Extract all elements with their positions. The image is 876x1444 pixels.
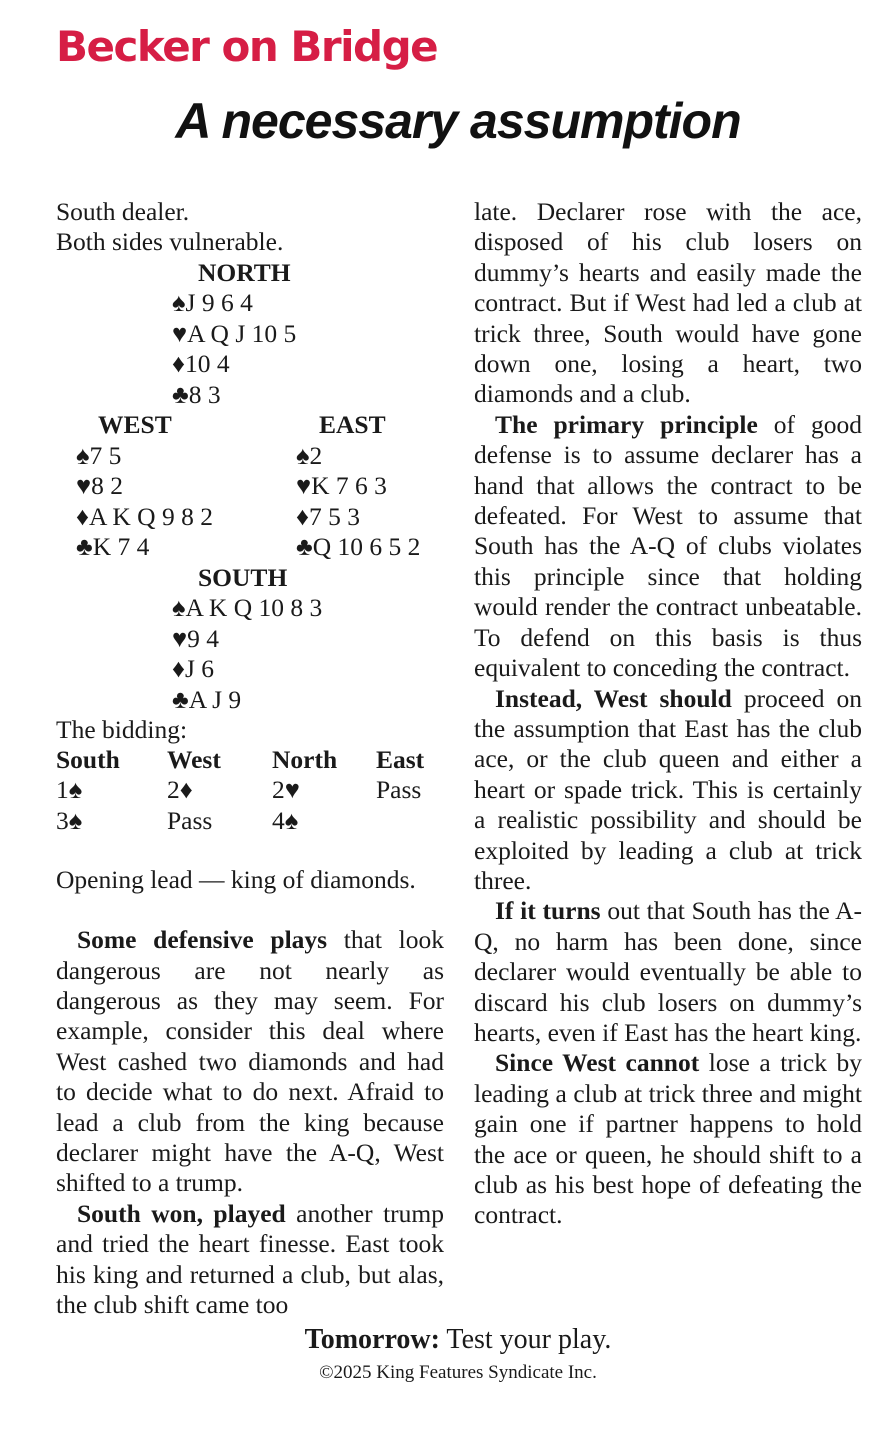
paragraph-text: lose a trick by leading a club at trick three and might gain one if partner happens to hold the ace or queen, he should shift to a club as his best hope of defeating the contract. [474, 1048, 863, 1230]
vulnerability-line: Both sides vulnerable. [56, 227, 284, 257]
west-hearts: ♥8 2 [76, 470, 124, 500]
bid-cell: 4♠ [272, 805, 299, 835]
tomorrow-line [0, 1324, 876, 1356]
paragraph-text: out that South has the A-Q, no harm has been done, since declarer would eventually be able to discard his club losers on dummy’s hearts, even if East has the heart king. [474, 896, 863, 1047]
west-spades: ♠7 5 [76, 440, 122, 470]
left-column [56, 197, 444, 1321]
article-paragraph-4 [474, 684, 862, 897]
opening-lead: Opening lead — king of diamonds. [56, 864, 416, 894]
bid-cell: 1♠ [56, 775, 83, 805]
bid-cell [376, 806, 446, 836]
article-paragraph-1 [56, 925, 444, 1199]
article-paragraph-5 [474, 896, 862, 1048]
south-spades: ♠A K Q 10 8 3 [172, 592, 323, 622]
masthead: Becker on Bridge [56, 22, 438, 71]
paragraph-text: another trump and tried the heart finesse. East took his king and returned a club, but alas, the club shift came too [56, 1198, 445, 1320]
paragraph-text: of good defense is to assume declarer has a hand that allows the contract to be defeated. For West to assume that South has the A-Q of clubs violates this principle since that holding would render the contract unbeatable. To defend on this basis is thus equivalent to conceding the contract. [474, 409, 862, 683]
north-spades: ♠J 9 6 4 [172, 287, 253, 317]
paragraph-lead: The primary principle [495, 409, 758, 439]
paragraph-lead: Since West cannot [495, 1048, 700, 1078]
bid-cell: 3♠ [56, 805, 83, 835]
east-label: EAST [319, 409, 386, 439]
south-hearts: ♥9 4 [172, 623, 220, 653]
north-diamonds: ♦10 4 [172, 348, 230, 378]
west-label: WEST [98, 409, 172, 439]
bid-cell: 2♥ [272, 775, 300, 805]
west-clubs: ♣K 7 4 [76, 531, 150, 561]
east-spades: ♠2 [296, 440, 323, 470]
article-paragraph-3 [474, 410, 862, 684]
bid-cell: 2♦ [167, 775, 193, 805]
dealer-line: South dealer. [56, 197, 190, 226]
deal-diagram [56, 257, 444, 835]
east-diamonds: ♦7 5 3 [296, 501, 361, 531]
north-clubs: ♣8 3 [172, 379, 221, 409]
bid-header-west: West [167, 744, 221, 774]
bid-header-south: South [56, 744, 120, 774]
paragraph-lead: Some defensive plays [77, 925, 328, 955]
right-column [474, 197, 862, 1231]
bidding-title: The bidding: [56, 714, 188, 744]
paragraph-lead: If it turns [495, 896, 601, 926]
copyright: ©2025 King Features Syndicate Inc. [319, 1362, 597, 1383]
tomorrow-label: Tomorrow: [304, 1324, 440, 1355]
west-diamonds: ♦A K Q 9 8 2 [76, 501, 213, 531]
article-paragraph-6 [474, 1048, 862, 1230]
paragraph-lead: Instead, West should [495, 683, 732, 713]
bid-cell: Pass [167, 805, 213, 835]
south-diamonds: ♦J 6 [172, 653, 215, 683]
paragraph-text: late. Declarer rose with the ace, disposed of his club losers on dummy’s hearts and easily made the contract. But if West had led a club at trick three, South would have gone down one, losing a heart, two diamonds and a club. [474, 197, 862, 409]
bid-header-north: North [272, 744, 338, 774]
south-label: SOUTH [198, 562, 288, 592]
headline: A necessary assumption [175, 93, 741, 149]
bid-cell: Pass [376, 775, 422, 805]
bidding-table [56, 745, 446, 836]
bid-header-east: East [376, 744, 425, 774]
north-hearts: ♥A Q J 10 5 [172, 318, 297, 348]
article-paragraph-2b [474, 197, 862, 410]
north-label: NORTH [198, 257, 291, 287]
tomorrow-text: Test your play. [439, 1324, 612, 1355]
east-clubs: ♣Q 10 6 5 2 [296, 531, 421, 561]
east-hearts: ♥K 7 6 3 [296, 470, 387, 500]
paragraph-text: proceed on the assumption that East has the club ace, or the club queen and either a heart or spade trick. This is certainly a realistic possibility and should be exploited by leading a club at trick three. [474, 683, 863, 895]
paragraph-text: that look dangerous are not nearly as dangerous as they may seem. For example, consider this deal where West cashed two diamonds and had to decide what to do next. Afraid to lead a club from the king because declarer might have the A-Q, West shifted to a trump. [56, 925, 445, 1198]
article-paragraph-2a [56, 1199, 444, 1321]
paragraph-lead: South won, played [77, 1198, 286, 1228]
south-clubs: ♣A J 9 [172, 684, 242, 714]
